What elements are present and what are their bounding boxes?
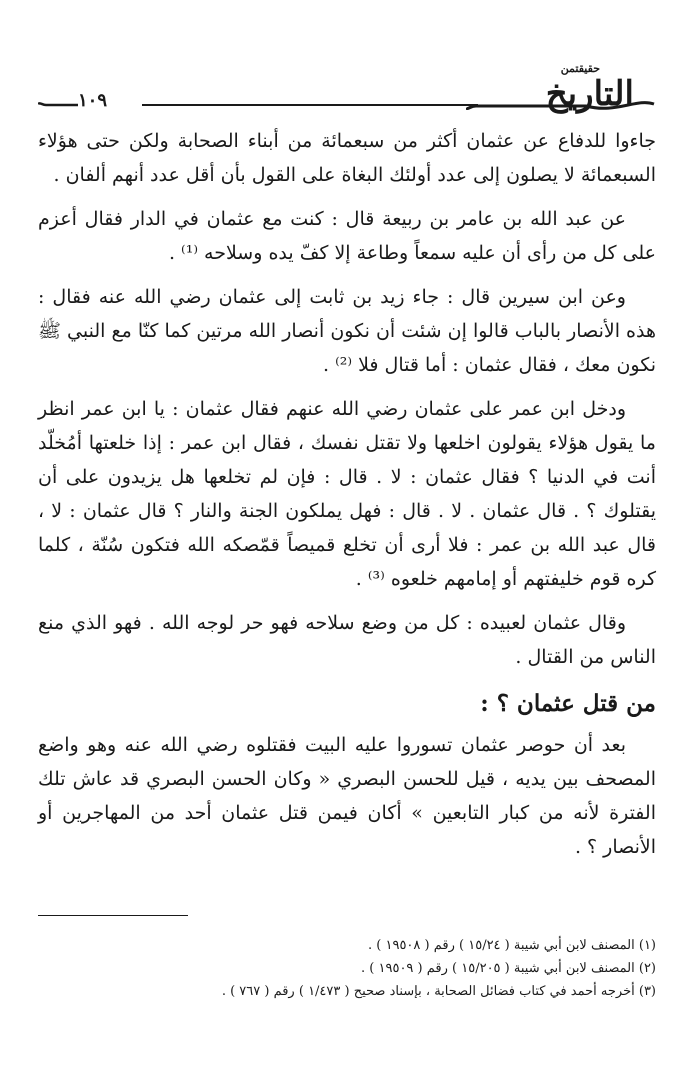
logo-swash-icon — [466, 96, 656, 116]
paragraph: وعن ابن سيرين قال : جاء زيد بن ثابت إلى عثمان رضي الله عنه فقال : هذه الأنصار بالباب قالوا إن شئت أن نكون أنصار الله مرتين كما كنّا مع النبي ﷺ نكون معك ، فقال عثمان : أما قتال فلا ⁽²⁾ . — [38, 286, 656, 376]
logo-subtitle: حقيقتمن — [560, 62, 600, 75]
paragraph: ودخل ابن عمر على عثمان رضي الله عنهم فقال عثمان : يا ابن عمر انظر ما يقول هؤلاء يقولون اخلعها ولا تقتل نفسك ، فقال ابن عمر : إذا خلعتها أمُخلّد أنت في الدنيا ؟ فقال عثمان : لا . قال : فإن لم تخلعها هل يزيدون على أن يقتلوك ؟ . قال عثمان . لا . قال : فهل يملكون الجنة والنار ؟ قال عثمان : لا ، قال عبد الله بن عمر : فلا أرى أن تخلع قميصاً قمّصكه الله فتكون سُنّة ، كلما كره قوم خليفتهم أو إمامهم خلعوه ⁽³⁾ . — [38, 398, 656, 590]
page-number: ١٠٩ — [78, 90, 108, 111]
paragraph: جاءوا للدفاع عن عثمان أكثر من سبعمائة من أبناء الصحابة ولكن حتى هؤلاء السبعمائة لا يصلون إلى عدد أولئك البغاة على القول بأن أقل عدد أنهم ألفان . — [38, 130, 656, 186]
logo-title: التاريخ — [545, 74, 634, 114]
footnotes — [38, 934, 656, 1003]
paragraph: وقال عثمان لعبيده : كل من وضع سلاحه فهو حر لوجه الله . فهو الذي منع الناس من القتال . — [38, 612, 656, 668]
footnote-rule — [38, 915, 188, 916]
book-page — [38, 0, 656, 1073]
page-number-ornament-icon — [38, 100, 78, 110]
section-paragraph: بعد أن حوصر عثمان تسوروا عليه البيت فقتلوه رضي الله عنه وهو واضع المصحف بين يديه ، قيل للحسن البصري « وكان الحسن البصري قد عاش تلك الفترة لأنه من كبار التابعين » أكان فيمن قتل عثمان أحد من المهاجرين أو الأنصار ؟ . — [38, 734, 656, 858]
body-text — [38, 124, 656, 874]
footnote: (٣) أخرجه أحمد في كتاب فضائل الصحابة ، بإسناد صحيح ( ١/٤٧٣ ) رقم ( ٧٦٧ ) . — [221, 984, 656, 999]
footnote: (٢) المصنف لابن أبي شيبة ( ١٥/٢٠٥ ) رقم ( ١٩٥٠٩ ) . — [361, 961, 656, 976]
running-header — [38, 60, 656, 120]
section-heading: من قتل عثمان ؟ : — [480, 690, 656, 717]
footnote: (١) المصنف لابن أبي شيبة ( ١٥/٢٤ ) رقم ( ١٩٥٠٨ ) . — [368, 938, 656, 953]
book-title-logo — [466, 60, 656, 118]
header-rule — [142, 104, 478, 106]
paragraph: عن عبد الله بن عامر بن ربيعة قال : كنت مع عثمان في الدار فقال أعزم على كل من رأى أن عليه سمعاً وطاعة إلا كفّ يده وسلاحه ⁽¹⁾ . — [38, 208, 656, 264]
